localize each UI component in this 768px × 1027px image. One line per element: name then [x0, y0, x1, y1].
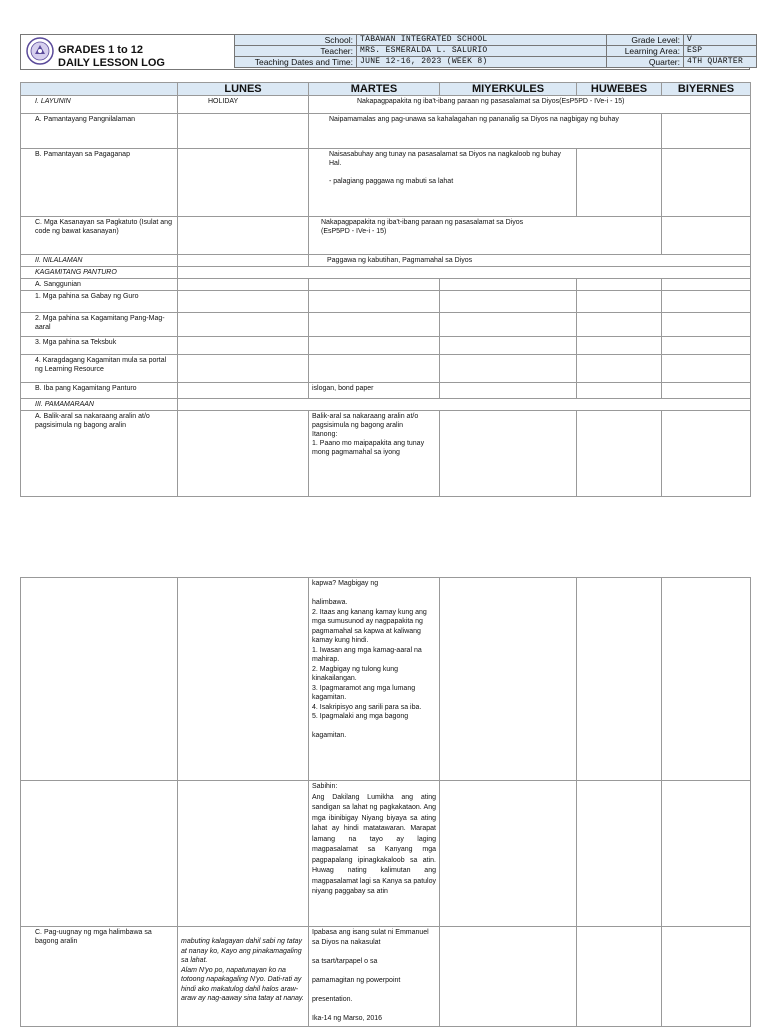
- teksbuk-label: 3. Mga pahina sa Teksbuk: [21, 337, 178, 355]
- table-row: [21, 781, 751, 927]
- paghahabi-label: [21, 781, 178, 927]
- table-row: [21, 96, 751, 114]
- layunin-label: I. LAYUNIN: [21, 96, 178, 114]
- kagamitang-panturo-label: KAGAMITANG PANTURO: [21, 267, 178, 279]
- day-header-huwebes: HUWEBES: [577, 83, 662, 96]
- teacher-value: MRS. ESMERALDA L. SALURIO: [357, 46, 607, 57]
- ipabasa-text: Ipabasa ang isang sulat ni Emmanuel sa Diyos na nakasulat sa tsart/tarpapel o sa pamamagitan ng powerpoint presentation. Ika-14 ng Marso, 2016: [309, 927, 440, 1027]
- day-header-row: [21, 83, 751, 96]
- holiday-label: HOLIDAY: [178, 96, 309, 114]
- table-row: [21, 267, 751, 279]
- table-row: [21, 411, 751, 497]
- title-line-grades: GRADES 1 to 12: [58, 44, 143, 56]
- table-row: [21, 114, 751, 149]
- table-row: [21, 149, 751, 217]
- lesson-log-table: [20, 82, 751, 497]
- iba-pang-kagamitan-label: B. Iba pang Kagamitang Panturo: [21, 383, 178, 399]
- table-row: [21, 217, 751, 255]
- header-info-table: [234, 34, 757, 68]
- table-row: [21, 279, 751, 291]
- mga-kasanayan-label: C. Mga Kasanayan sa Pagkatuto (Isulat ang code ng bawat kasanayan): [21, 217, 178, 255]
- table-row: [21, 337, 751, 355]
- kagamitang-pang-mag-aaral-label: 2. Mga pahina sa Kagamitang Pang-Mag-aaral: [21, 313, 178, 337]
- letter-excerpt-text: mabuting kalagayan dahil sabi ng tatay at nanay ko, Kayo ang pinakamagaling sa lahat. Alam N'yo po, napatunayan ko na totoong napakagaling N'yo. Dati-rati ay hindi ako makatulog dahil halos araw-araw ay nag-aaway sina tatay at nanay.: [178, 927, 309, 1027]
- table-row: [21, 383, 751, 399]
- quarter-label: Quarter:: [607, 57, 684, 68]
- mga-kasanayan-text: Nakapagpapakita ng iba't-ibang paraan ng pasasalamat sa Diyos (EsP5PD - IVe-i - 15): [309, 217, 662, 255]
- pag-uugnay-label: C. Pag-uugnay ng mga halimbawa sa bagong aralin: [21, 927, 178, 1027]
- corner-cell: [21, 83, 178, 96]
- grade-level-value: V: [684, 35, 757, 46]
- gabay-ng-guro-label: 1. Mga pahina sa Gabay ng Guro: [21, 291, 178, 313]
- nilalaman-text: Paggawa ng kabutihan, Pagmamahal sa Diyos: [309, 255, 751, 267]
- title-line-dll: DAILY LESSON LOG: [58, 57, 165, 69]
- day-header-lunes: LUNES: [178, 83, 309, 96]
- table-row: [21, 355, 751, 383]
- pamantayan-pagganap-text: Naisasabuhay ang tunay na pasasalamat sa Diyos na nagkaloob ng buhay Hal. - palagiang paggawa ng mabuti sa lahat: [309, 149, 577, 217]
- pamantayan-pagganap-label: B. Pamantayan sa Pagaganap: [21, 149, 178, 217]
- paghahabi-text: Sabihin: Ang Dakilang Lumikha ang ating sandigan sa lahat ng pagkakataon. Ang mga ibinibigay Niyang biyaya sa ating lahat ay hindi matatawaran. Marapat lamang na tayo ay laging magpasalamat sa Kanyang mga pagpapalang ipinagkakaloob sa atin. Huwag nating kalimutan ang magpasalamat lagi sa Kanya sa patuloy niyang paggabay sa atin: [309, 781, 440, 927]
- deped-seal-icon: [26, 36, 54, 66]
- teacher-label: Teacher:: [235, 46, 357, 57]
- pamantayang-pangnilalaman-text: Naipamamalas ang pag-unawa sa kahalagahan ng pananalig sa Diyos na nagbigay ng buhay: [309, 114, 662, 149]
- iba-pang-kagamitan-text: islogan, bond paper: [309, 383, 440, 399]
- table-row: [21, 291, 751, 313]
- karagdagang-kagamitan-label: 4. Karagdagang Kagamitan mula sa portal ng Learning Resource: [21, 355, 178, 383]
- learning-area-value: ESP: [684, 46, 757, 57]
- grade-level-label: Grade Level:: [607, 35, 684, 46]
- day-header-biyernes: BIYERNES: [662, 83, 751, 96]
- table-row: [21, 927, 751, 1027]
- page-title: [58, 44, 165, 70]
- balik-aral-continued-text: kapwa? Magbigay ng halimbawa. 2. Itaas ang kanang kamay kung ang mga sumusunod ay nagpapakita ng pagmamahal sa kapwa at kaliwang kamay kung hindi. 1. Iwasan ang mga kamag-aaral na mahirap. 2. Magbigay ng tulong kung kinakailangan. 3. Ipagmaramot ang mga lumang kagamitan. 4. Isakripisyo ang sarili para sa iba. 5. Ipagmalaki ang mga bagong kagamitan.: [309, 578, 440, 781]
- balik-aral-label: A. Balik-aral sa nakaraang aralin at/o pagsisimula ng bagong aralin: [21, 411, 178, 497]
- nilalaman-label: II. NILALAMAN: [21, 255, 178, 267]
- table-row: [21, 399, 751, 411]
- quarter-value: 4TH QUARTER: [684, 57, 757, 68]
- pamantayang-pangnilalaman-label: A. Pamantayang Pangnilalaman: [21, 114, 178, 149]
- balik-aral-text: Balik-aral sa nakaraang aralin at/o pagsisimula ng bagong aralin Itanong: 1. Paano mo maipapakita ang tunay mong pagmamahal sa iyong: [309, 411, 440, 497]
- lesson-log-table-continued: [20, 577, 751, 1027]
- day-header-martes: MARTES: [309, 83, 440, 96]
- day-header-miyerkules: MIYERKULES: [440, 83, 577, 96]
- learning-area-label: Learning Area:: [607, 46, 684, 57]
- teaching-dates-value: JUNE 12-16, 2023 (WEEK 8): [357, 57, 607, 68]
- teaching-dates-label: Teaching Dates and Time:: [235, 57, 357, 68]
- table-row: [21, 578, 751, 781]
- table-row: [21, 255, 751, 267]
- layunin-text: Nakapagpapakita ng iba't-ibang paraan ng pasasalamat sa Diyos(EsP5PD - IVe-i - 15): [309, 96, 751, 114]
- sanggunian-label: A. Sanggunian: [21, 279, 178, 291]
- school-value: TABAWAN INTEGRATED SCHOOL: [357, 35, 607, 46]
- pamamaraan-label: III. PAMAMARAAN: [21, 399, 178, 411]
- school-label: School:: [235, 35, 357, 46]
- table-row: [21, 313, 751, 337]
